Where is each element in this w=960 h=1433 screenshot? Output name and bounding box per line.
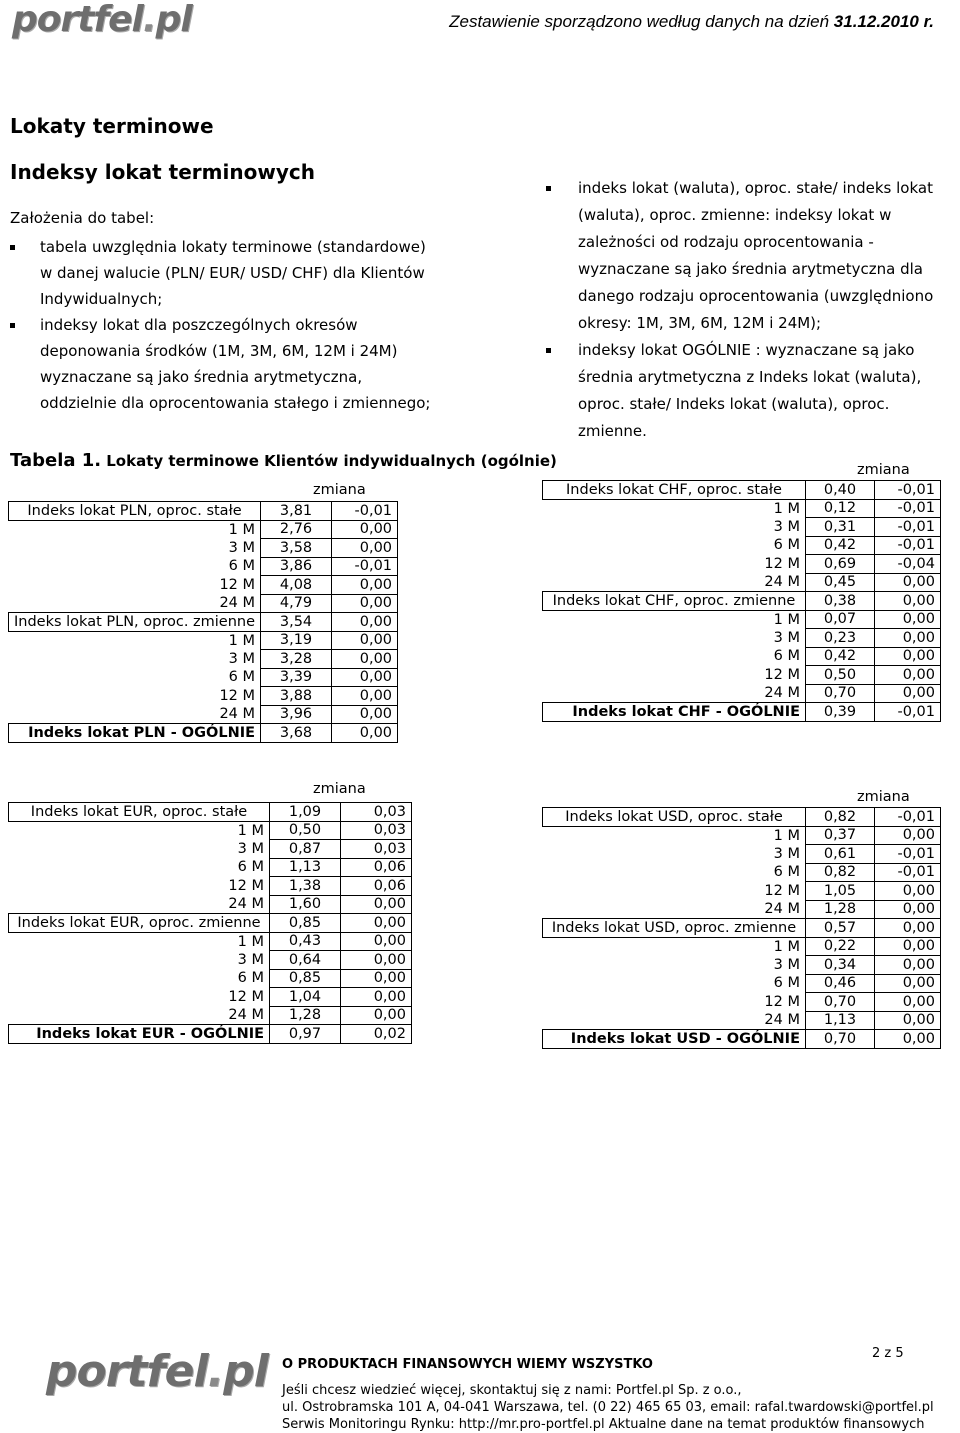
row-label: 12 M [764, 555, 800, 572]
table-row [543, 499, 941, 518]
row-change: -0,04 [875, 555, 941, 574]
row-value: 0,61 [806, 845, 875, 864]
table-group-row [9, 613, 398, 632]
logo-text-b: pl [155, 0, 192, 40]
row-value: 0,12 [806, 499, 875, 518]
index-table-usd [542, 807, 941, 1049]
table-row [543, 826, 941, 845]
table-group-row [9, 803, 412, 822]
row-label: 12 M [219, 687, 256, 704]
right-bullet-1: indeks lokat (waluta), oproc. stałe/ indeks lokat (waluta), oproc. zmienne: indeksy lokat w zależności od rodzaju oprocentowania - wyznaczane są jako średnia arytmetyczna dla danego rodzaju oprocentowania (uwzględniono okresy: 1M, 3M, 6M, 12M i 24M); [548, 175, 960, 337]
row-label: 6 M [228, 558, 256, 575]
footer-logo-text-a: portfel [46, 1346, 208, 1397]
row-change: 0,02 [341, 1025, 412, 1044]
row-value: 0,34 [806, 956, 875, 975]
row-label: 1 M [773, 938, 800, 955]
footer-portfel-logo [46, 1346, 268, 1397]
row-change: 0,00 [332, 705, 398, 724]
table-description: Lokaty terminowe Klientów indywidualnych (ogólnie) [106, 452, 557, 470]
row-change: 0,00 [875, 919, 941, 938]
right-bullet-list [548, 175, 960, 445]
change-header-eur: zmiana [313, 781, 366, 797]
change-header-pln: zmiana [313, 482, 366, 498]
row-label: 6 M [237, 970, 264, 987]
row-change: -0,01 [332, 502, 398, 521]
row-change: -0,01 [332, 557, 398, 576]
row-change: 0,00 [332, 576, 398, 595]
row-value: 0,42 [806, 647, 875, 666]
page-title: Lokaty terminowe [10, 114, 214, 138]
row-value: 0,40 [806, 481, 875, 500]
table-row [9, 932, 412, 951]
table-row [9, 877, 412, 896]
row-value: 0,23 [806, 629, 875, 648]
table-group-row [9, 914, 412, 933]
row-value: 0,70 [806, 684, 875, 703]
row-change: 0,00 [875, 684, 941, 703]
footer-line-2: ul. Ostrobramska 101 A, 04-041 Warszawa, tel. (0 22) 465 65 03, email: rafal.twardowski@portfel.pl [282, 1400, 934, 1415]
row-label: 1 M [228, 632, 256, 649]
index-table-pln [8, 501, 398, 743]
row-value: 0,37 [806, 826, 875, 845]
row-label: Indeks lokat CHF, oproc. zmienne [543, 592, 806, 611]
table-row [9, 988, 412, 1007]
portfel-logo [12, 2, 192, 38]
table-row [543, 647, 941, 666]
report-date-prefix: Zestawienie sporządzono według danych na dzień [449, 12, 830, 31]
row-value: 0,43 [270, 932, 341, 951]
row-label: 3 M [237, 840, 264, 857]
row-change: 0,00 [332, 539, 398, 558]
table-row [543, 956, 941, 975]
bullet-icon [546, 186, 551, 191]
row-change: -0,01 [875, 499, 941, 518]
table-row [9, 687, 398, 706]
row-label: Indeks lokat PLN, oproc. stałe [9, 502, 261, 521]
bullet-icon [10, 245, 15, 250]
table-group-row [9, 502, 398, 521]
row-change: 0,00 [875, 993, 941, 1012]
row-value: 0,39 [806, 703, 875, 722]
table-row [543, 1011, 941, 1030]
logo-sep: . [142, 0, 156, 40]
row-value: 0,64 [270, 951, 341, 970]
row-label: 12 M [764, 666, 800, 683]
table-row [543, 882, 941, 901]
table-row [543, 900, 941, 919]
row-label: 12 M [228, 877, 264, 894]
row-value: 0,97 [270, 1025, 341, 1044]
row-change: -0,01 [875, 536, 941, 555]
table-heading [10, 450, 557, 471]
row-change: 0,00 [875, 1011, 941, 1030]
row-change: 0,00 [875, 573, 941, 592]
row-value: 0,38 [806, 592, 875, 611]
row-value: 1,09 [270, 803, 341, 822]
table-row [9, 650, 398, 669]
row-value: 0,31 [806, 518, 875, 537]
report-date-value: 31.12.2010 r. [833, 12, 934, 31]
table-row [543, 573, 941, 592]
table-row [9, 895, 412, 914]
footer-logo-text-b: pl [223, 1346, 268, 1397]
table-row [543, 555, 941, 574]
table-row [543, 518, 941, 537]
row-change: 0,00 [332, 613, 398, 632]
row-label: 6 M [773, 537, 800, 554]
table-row [543, 629, 941, 648]
row-change: 0,00 [332, 520, 398, 539]
table-row [9, 821, 412, 840]
row-change: -0,01 [875, 863, 941, 882]
row-label: 24 M [764, 685, 800, 701]
assumptions-label: Założenia do tabel: [10, 209, 155, 227]
row-value: 0,22 [806, 937, 875, 956]
row-label: 6 M [228, 669, 256, 686]
report-date [449, 12, 934, 32]
row-label: 3 M [228, 650, 256, 667]
row-value: 0,85 [270, 914, 341, 933]
row-change: 0,00 [875, 974, 941, 993]
row-value: 3,96 [261, 705, 332, 724]
row-label: Indeks lokat USD, oproc. zmienne [543, 919, 806, 938]
row-value: 0,50 [806, 666, 875, 685]
row-value: 0,69 [806, 555, 875, 574]
row-value: 3,86 [261, 557, 332, 576]
row-value: 2,76 [261, 520, 332, 539]
table-row [9, 840, 412, 859]
row-change: 0,00 [875, 956, 941, 975]
row-change: 0,00 [875, 900, 941, 919]
index-table-eur [8, 802, 412, 1044]
table-row [9, 557, 398, 576]
row-value: 0,82 [806, 808, 875, 827]
row-value: 3,54 [261, 613, 332, 632]
row-change: 0,06 [341, 877, 412, 896]
row-label: 1 M [773, 611, 800, 628]
table-row [9, 539, 398, 558]
row-change: 0,00 [875, 610, 941, 629]
row-value: 1,28 [270, 1006, 341, 1025]
row-label: 12 M [228, 988, 264, 1005]
row-label: 1 M [237, 822, 264, 839]
row-label: 24 M [219, 595, 256, 611]
row-change: -0,01 [875, 808, 941, 827]
row-change: 0,00 [341, 895, 412, 914]
row-label: Indeks lokat EUR, oproc. stałe [9, 803, 270, 822]
footer-title: O PRODUKTACH FINANSOWYCH WIEMY WSZYSTKO [282, 1357, 653, 1372]
row-label: 6 M [237, 859, 264, 876]
page-number: 2 z 5 [872, 1346, 904, 1361]
row-value: 0,46 [806, 974, 875, 993]
table-total-row [543, 703, 941, 722]
table-row [9, 951, 412, 970]
row-label: Indeks lokat CHF - OGÓLNIE [543, 703, 806, 722]
row-value: 0,50 [270, 821, 341, 840]
logo-text-a: portfel [12, 0, 143, 40]
row-value: 1,13 [270, 858, 341, 877]
row-value: 1,28 [806, 900, 875, 919]
row-value: 1,13 [806, 1011, 875, 1030]
row-label: Indeks lokat EUR, oproc. zmienne [9, 914, 270, 933]
row-change: 0,00 [875, 937, 941, 956]
row-value: 0,45 [806, 573, 875, 592]
row-change: -0,01 [875, 845, 941, 864]
row-label: 3 M [773, 518, 800, 535]
table-row [543, 666, 941, 685]
table-row [9, 520, 398, 539]
table-group-row [543, 919, 941, 938]
row-change: 0,00 [332, 594, 398, 613]
footer-line-3: Serwis Monitoringu Rynku: http://mr.pro-portfel.pl Aktualne dane na temat produktów finansowych [282, 1417, 925, 1432]
row-change: 0,00 [875, 647, 941, 666]
row-label: 1 M [773, 500, 800, 517]
row-label: 3 M [773, 845, 800, 862]
row-change: 0,00 [341, 951, 412, 970]
row-label: 12 M [219, 576, 256, 593]
table-row [543, 536, 941, 555]
table-row [543, 845, 941, 864]
row-value: 1,60 [270, 895, 341, 914]
footer-logo-sep: . [207, 1346, 224, 1397]
row-label: 3 M [237, 951, 264, 968]
row-label: Indeks lokat USD - OGÓLNIE [543, 1030, 806, 1049]
change-header-chf: zmiana [857, 462, 910, 478]
row-label: Indeks lokat CHF, oproc. stałe [543, 481, 806, 500]
row-change: 0,00 [875, 1030, 941, 1049]
table-row [543, 610, 941, 629]
row-change: 0,00 [332, 631, 398, 650]
row-value: 0,82 [806, 863, 875, 882]
row-label: Indeks lokat PLN, oproc. zmienne [9, 613, 261, 632]
row-label: 6 M [773, 864, 800, 881]
row-change: 0,00 [875, 666, 941, 685]
row-label: 24 M [228, 1007, 264, 1023]
row-value: 3,28 [261, 650, 332, 669]
row-value: 3,88 [261, 687, 332, 706]
index-table-chf [542, 480, 941, 722]
row-change: 0,00 [332, 724, 398, 743]
row-label: 1 M [228, 521, 256, 538]
row-value: 4,79 [261, 594, 332, 613]
left-bullet-2: indeksy lokat dla poszczególnych okresów deponowania środków (1M, 3M, 6M, 12M i 24M) wyznaczane są jako średnia arytmetyczna, oddzielnie dla oprocentowania stałego i zmiennego; [10, 312, 435, 416]
table-number: Tabela 1. [10, 450, 102, 471]
table-row [543, 974, 941, 993]
row-change: 0,00 [875, 629, 941, 648]
table-row [9, 1006, 412, 1025]
row-change: 0,00 [341, 988, 412, 1007]
row-value: 0,70 [806, 1030, 875, 1049]
row-label: Indeks lokat EUR - OGÓLNIE [9, 1025, 270, 1044]
row-change: 0,00 [332, 668, 398, 687]
row-value: 0,57 [806, 919, 875, 938]
row-change: 0,00 [875, 882, 941, 901]
row-value: 1,04 [270, 988, 341, 1007]
row-change: 0,00 [341, 914, 412, 933]
row-value: 0,70 [806, 993, 875, 1012]
row-change: 0,00 [875, 826, 941, 845]
row-change: 0,03 [341, 821, 412, 840]
row-change: -0,01 [875, 518, 941, 537]
row-change: 0,00 [332, 687, 398, 706]
table-group-row [543, 592, 941, 611]
table-group-row [543, 481, 941, 500]
row-value: 3,39 [261, 668, 332, 687]
row-change: 0,00 [341, 969, 412, 988]
row-change: 0,03 [341, 803, 412, 822]
row-change: 0,06 [341, 858, 412, 877]
table-total-row [9, 724, 398, 743]
row-label: 3 M [228, 539, 256, 556]
table-group-row [543, 808, 941, 827]
table-total-row [9, 1025, 412, 1044]
row-label: 6 M [773, 648, 800, 665]
row-change: 0,00 [341, 932, 412, 951]
page-subtitle: Indeksy lokat terminowych [10, 160, 315, 184]
table-row [9, 631, 398, 650]
change-header-usd: zmiana [857, 789, 910, 805]
row-value: 0,87 [270, 840, 341, 859]
row-change: 0,00 [332, 650, 398, 669]
row-value: 3,19 [261, 631, 332, 650]
row-value: 0,42 [806, 536, 875, 555]
row-value: 1,05 [806, 882, 875, 901]
row-value: 3,68 [261, 724, 332, 743]
table-row [9, 705, 398, 724]
left-bullet-1: tabela uwzględnia lokaty terminowe (standardowe) w danej walucie (PLN/ EUR/ USD/ CHF) dla Klientów Indywidualnych; [10, 234, 435, 312]
table-row [9, 576, 398, 595]
row-label: 1 M [773, 827, 800, 844]
bullet-icon [10, 323, 15, 328]
row-label: 1 M [237, 933, 264, 950]
row-change: 0,00 [875, 592, 941, 611]
row-label: 3 M [773, 956, 800, 973]
footer-line-1: Jeśli chcesz wiedzieć więcej, skontaktuj się z nami: Portfel.pl Sp. z o.o., [282, 1383, 742, 1398]
row-label: 12 M [764, 993, 800, 1010]
right-bullet-2: indeksy lokat OGÓLNIE : wyznaczane są jako średnia arytmetyczna z Indeks lokat (waluta), oproc. stałe/ Indeks lokat (waluta), oproc. zmienne. [548, 337, 960, 445]
table-row [9, 594, 398, 613]
row-change: -0,01 [875, 481, 941, 500]
table-row [9, 969, 412, 988]
row-label: 3 M [773, 629, 800, 646]
row-change: 0,03 [341, 840, 412, 859]
table-row [543, 993, 941, 1012]
table-total-row [543, 1030, 941, 1049]
row-label: 12 M [764, 882, 800, 899]
table-row [9, 858, 412, 877]
left-bullet-list [10, 234, 435, 416]
table-row [543, 937, 941, 956]
row-label: 24 M [764, 901, 800, 917]
table-row [9, 668, 398, 687]
row-label: 24 M [764, 574, 800, 590]
row-value: 3,58 [261, 539, 332, 558]
row-value: 3,81 [261, 502, 332, 521]
row-change: -0,01 [875, 703, 941, 722]
row-value: 1,38 [270, 877, 341, 896]
row-label: 24 M [228, 896, 264, 912]
bullet-icon [546, 348, 551, 353]
footer-contact [282, 1382, 934, 1433]
table-row [543, 863, 941, 882]
row-change: 0,00 [341, 1006, 412, 1025]
row-label: 24 M [219, 706, 256, 722]
row-label: 24 M [764, 1012, 800, 1028]
row-value: 0,85 [270, 969, 341, 988]
row-label: Indeks lokat PLN - OGÓLNIE [9, 724, 261, 743]
row-value: 4,08 [261, 576, 332, 595]
row-label: 6 M [773, 975, 800, 992]
row-value: 0,07 [806, 610, 875, 629]
row-label: Indeks lokat USD, oproc. stałe [543, 808, 806, 827]
table-row [543, 684, 941, 703]
